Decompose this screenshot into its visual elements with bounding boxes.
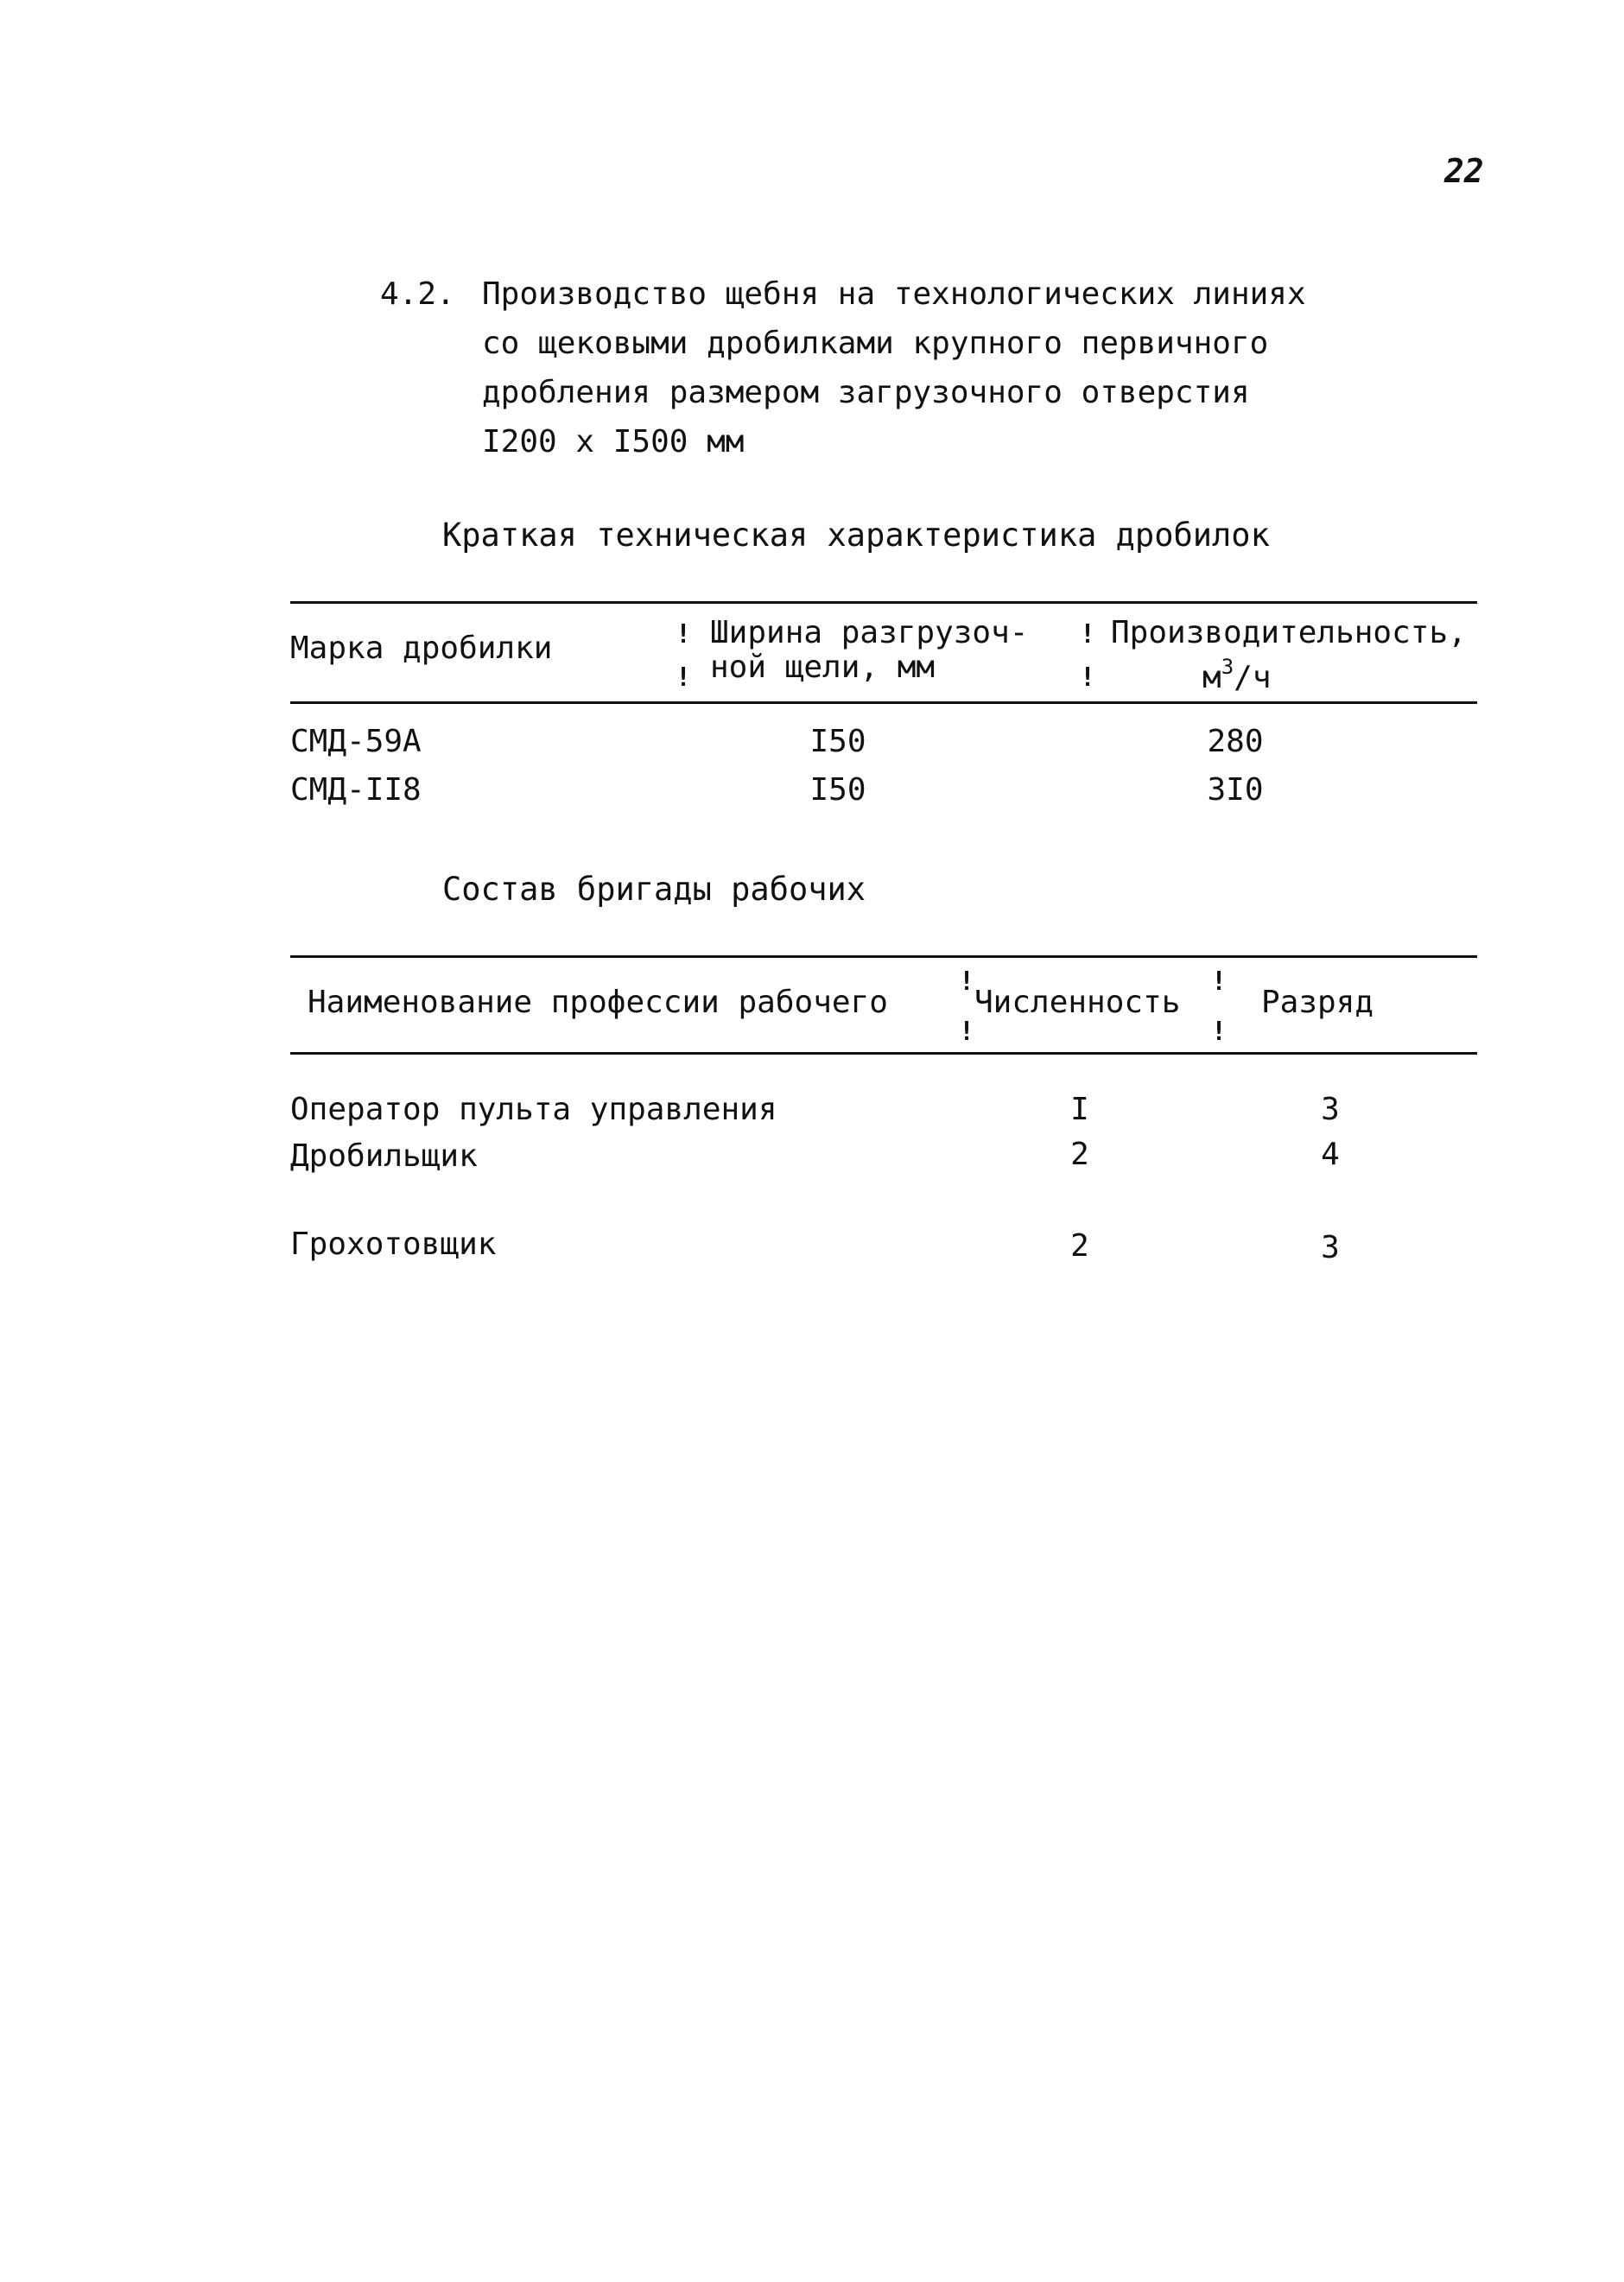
crew-table-caption: Состав бригады рабочих [442,871,866,908]
section-title-line-4: I200 х I500 мм [482,424,745,460]
table-row-grade: 3 [1321,1230,1340,1265]
column-separator: ! [676,619,692,650]
crusher-table-caption: Краткая техническая характеристика дробилок [442,517,1270,554]
crew-table-top-rule [290,955,1477,958]
column-separator: ! [1211,1017,1228,1047]
crusher-table-header-rule [290,701,1477,704]
header-capacity-unit: $м^3/ч$ [1202,655,1272,695]
section-number: 4.2. [380,276,455,312]
header-grade: Разряд [1261,985,1374,1020]
table-row-width: I50 [809,724,866,759]
table-row-profession: Грохотовщик [290,1227,497,1262]
crusher-table-top-rule [290,601,1477,604]
table-row-count: I [1070,1092,1089,1127]
table-row-brand: СМД-59А [290,724,422,759]
table-row-count: 2 [1070,1137,1089,1172]
section-heading [380,269,1348,466]
column-separator: ! [1080,662,1096,693]
header-width-line-2: ной щели, мм [710,650,936,685]
table-row-count: 2 [1070,1228,1089,1264]
column-separator: ! [676,662,692,693]
table-row-capacity: 280 [1207,724,1264,759]
table-row-grade: 3 [1321,1092,1340,1127]
page-number: 22 [1444,152,1484,190]
header-width-line-1: Ширина разгрузоч- [710,615,1029,650]
section-title-line-2: со щековыми дробилками крупного первичного [482,326,1269,361]
header-capacity-line-1: Производительность, [1111,615,1467,650]
header-profession: Наименование профессии рабочего [308,985,888,1020]
header-count: Численность [974,985,1181,1020]
column-separator: ! [959,1017,975,1047]
table-row-capacity: 3I0 [1207,772,1264,808]
column-separator: ! [959,967,975,997]
table-row-grade: 4 [1321,1137,1340,1172]
table-row-brand: СМД-II8 [290,772,422,808]
header-brand: Марка дробилки [290,631,553,666]
section-title-line-3: дробления размером загрузочного отверстия [482,375,1250,410]
crew-table-header-rule [290,1052,1477,1055]
column-separator: ! [1080,619,1096,650]
section-title-line-1: Производство щебня на технологических линиях [482,276,1306,312]
table-row-profession: Оператор пульта управления [290,1092,777,1127]
table-row-profession: Дробильщик [290,1138,478,1174]
table-row-width: I50 [809,772,866,808]
column-separator: ! [1211,967,1228,997]
